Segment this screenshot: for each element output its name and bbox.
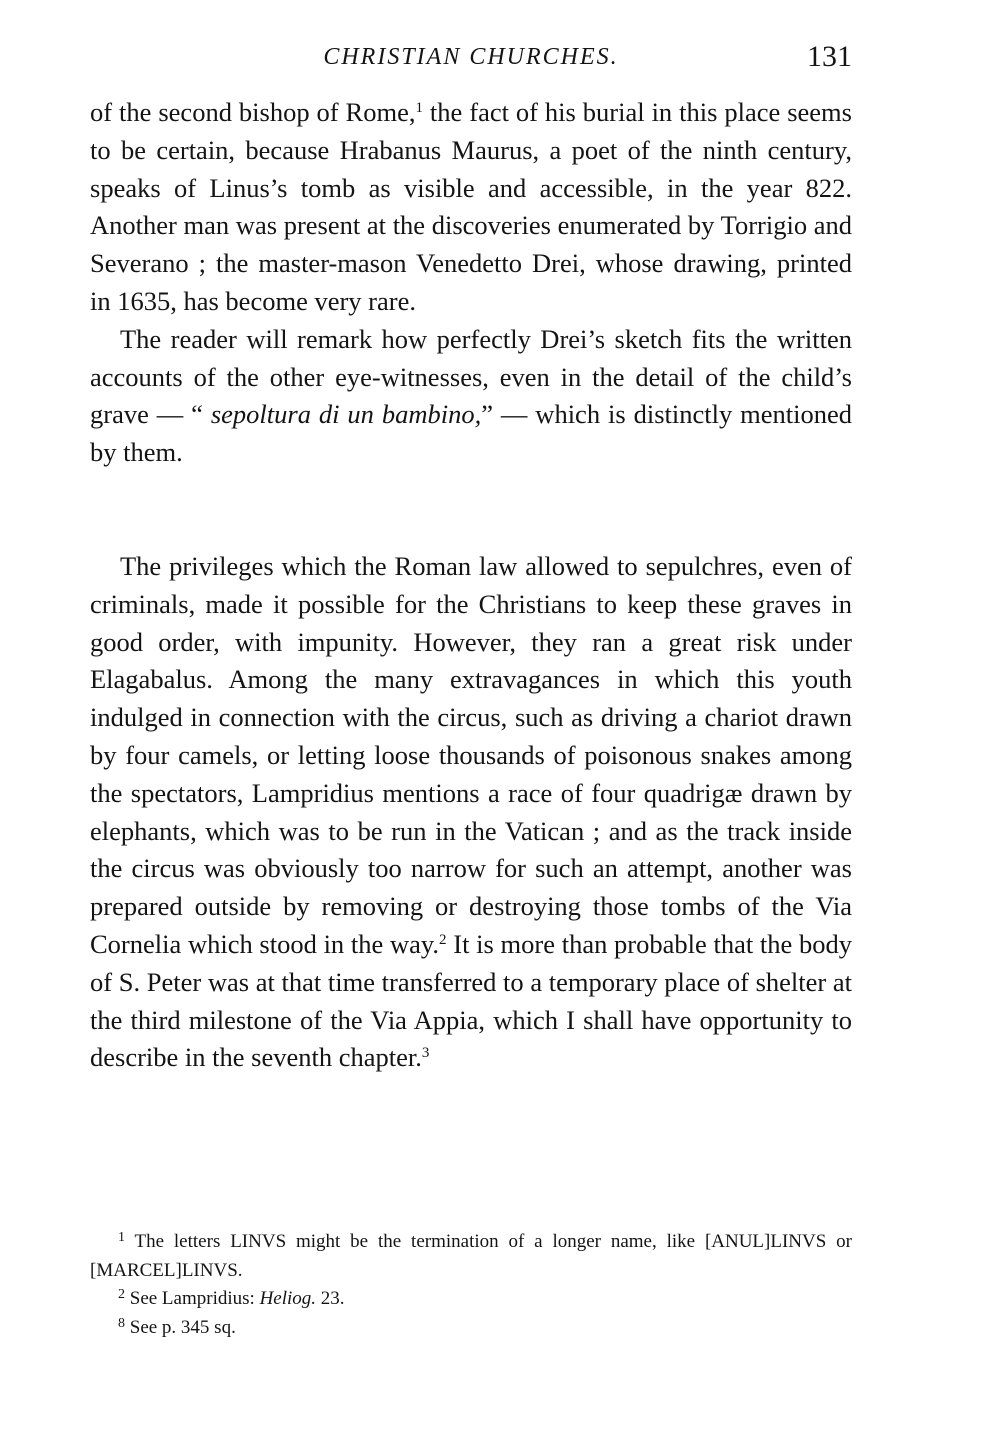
paragraph-2-italic-quote: sepoltura di un bambino,	[210, 399, 482, 430]
paragraph-2	[90, 321, 852, 472]
footnotes	[90, 1228, 852, 1342]
paragraph-2-text-b: ” — which is distinctly mentioned by them.	[90, 399, 852, 468]
paragraph-3-text-a: The privileges which the Roman law allowed to sepulchres, even of criminals, made it possible for the Christians to keep these graves in good order, with impunity. However, they ran a great risk under Elagabalus. Among the many extravagances in which this youth indulged in connection with the circus, such as driving a chariot drawn by four camels, or letting loose thousands of poisonous snakes among the spectators, Lampridius mentions a race of four quadrigæ drawn by elephants, which was to be run in the Vatican ; and as the track inside the circus was obviously too narrow for such an attempt, another was prepared outside by removing or destroying those tombs of the Via Cornelia which stood in the way.	[90, 551, 852, 959]
paragraph-3	[90, 548, 852, 1077]
body-text-top	[90, 94, 852, 472]
body-text-bottom	[90, 548, 852, 1077]
footnote-2-text-end: 23.	[316, 1288, 345, 1309]
footnote-2-number: 2	[118, 1287, 125, 1302]
footnote-2-text: See Lampridius:	[125, 1288, 260, 1309]
paragraph-1-text-a: of the second bishop of Rome,	[90, 97, 416, 127]
footnote-2	[90, 1285, 852, 1314]
footnote-ref-1: 1	[415, 100, 423, 116]
footnote-1-text: The letters LINVS might be the termination of a longer name, like [ANUL]LINVS or [MARCEL]LINVS.	[90, 1231, 852, 1281]
footnote-1	[90, 1228, 852, 1285]
footnote-3-number: 8	[118, 1315, 125, 1331]
running-head	[90, 40, 852, 80]
footnote-3-text: See p. 345 sq.	[125, 1316, 236, 1338]
running-title: CHRISTIAN CHURCHES.	[323, 44, 619, 70]
footnote-3	[90, 1314, 852, 1343]
footnote-ref-2: 2	[439, 931, 447, 948]
paragraph-1	[90, 94, 852, 321]
footnote-1-number: 1	[118, 1230, 125, 1245]
footnote-2-italic: Heliog.	[259, 1288, 317, 1309]
page-number: 131	[807, 40, 852, 73]
paragraph-1-text-b: the fact of his burial in this place seems to be certain, because Hrabanus Maurus, a poet of the ninth century, speaks of Linus’s tomb as visible and accessible, in the year 822. Another man was present at the discoveries enumerated by Torrigio and Severano ; the master-mason Venedetto Drei, whose drawing, printed in 1635, has become very rare.	[90, 97, 852, 316]
paragraph-2-text-a: The reader will remark how perfectly Drei’s sketch fits the written accounts of the other eye-witnesses, even in the detail of the child’s grave — “	[90, 323, 852, 430]
footnote-ref-3: 3	[421, 1045, 430, 1062]
paragraph-3-text-b: It is more than probable that the body of S. Peter was at that time transferred to a temporary place of shelter at the third milestone of the Via Appia, which I shall have opportunity to describe in the seventh chapter.	[90, 928, 852, 1073]
